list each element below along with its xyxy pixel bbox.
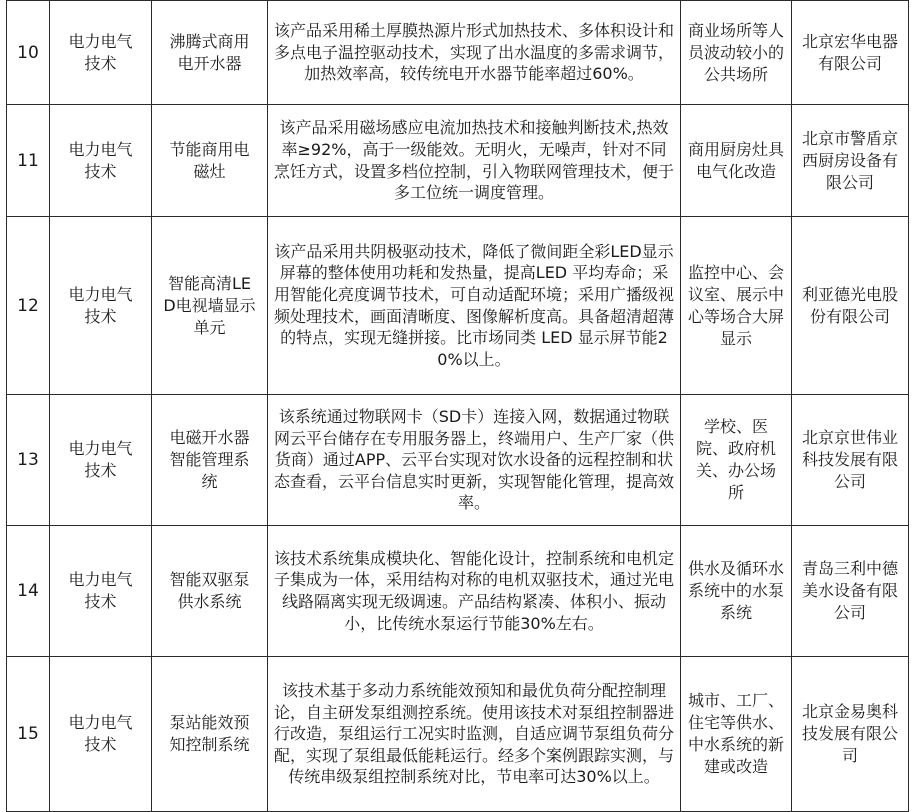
- category-cell: 电力电气技术: [50, 1, 152, 105]
- company-cell: 北京市警盾京西厨房设备有限公司: [792, 105, 909, 217]
- description-cell: 该产品采用稀土厚膜热源片形式加热技术、多体积设计和多点电子温控驱动技术，实现了出水温度的多需求调节，加热效率高，较传统电开水器节能率超过60%。: [268, 1, 681, 105]
- technology-table: [6, 0, 909, 812]
- company-cell: 利亚德光电股份有限公司: [792, 217, 909, 395]
- category-cell: 电力电气技术: [50, 526, 152, 657]
- row-number: 10: [7, 1, 50, 105]
- category-cell: 电力电气技术: [50, 105, 152, 217]
- scope-cell: 商用厨房灶具电气化改造: [681, 105, 792, 217]
- product-name-cell: 智能双驱泵供水系统: [152, 526, 268, 657]
- category-cell: 电力电气技术: [50, 657, 152, 812]
- scope-cell: 监控中心、会议室、展示中心等场合大屏显示: [681, 217, 792, 395]
- description-cell: 该技术基于多动力系统能效预知和最优负荷分配控制理论，自主研发泵组测控系统。使用该技术对泵组控制器进行改造，泵组运行工况实时监测，自适应调节泵组负荷分配，实现了泵组最低能耗运行。经多个案例跟踪实测，与传统串级泵组控制系统对比，节电率可达30%以上。: [268, 657, 681, 812]
- table-row: [7, 105, 909, 217]
- description-cell: 该技术系统集成模块化、智能化设计，控制系统和电机定子集成为一体，采用结构对称的电机双驱技术，通过光电线路隔离实现无级调速。产品结构紧凑、体积小、振动小，比传统水泵运行节能30%左右。: [268, 526, 681, 657]
- scope-cell: 供水及循环水系统中的水泵系统: [681, 526, 792, 657]
- product-name-cell: 泵站能效预知控制系统: [152, 657, 268, 812]
- scope-cell: 城市、工厂、住宅等供水、中水系统的新建或改造: [681, 657, 792, 812]
- table-row: [7, 657, 909, 812]
- product-name-cell: 沸腾式商用电开水器: [152, 1, 268, 105]
- row-number: 15: [7, 657, 50, 812]
- table-row: [7, 395, 909, 526]
- table-row: [7, 217, 909, 395]
- scope-cell: 学校、医院、政府机关、办公场所: [681, 395, 792, 526]
- category-cell: 电力电气技术: [50, 395, 152, 526]
- product-name-cell: 智能高清LED电视墙显示单元: [152, 217, 268, 395]
- scope-cell: 商业场所等人员波动较小的公共场所: [681, 1, 792, 105]
- row-number: 13: [7, 395, 50, 526]
- company-cell: 青岛三利中德美水设备有限公司: [792, 526, 909, 657]
- company-cell: 北京金易奥科技发展有限公司: [792, 657, 909, 812]
- category-cell: 电力电气技术: [50, 217, 152, 395]
- row-number: 11: [7, 105, 50, 217]
- description-cell: 该产品采用共阴极驱动技术，降低了微间距全彩LED显示屏幕的整体使用功耗和发热量，提高LED 平均寿命；采用智能化亮度调节技术，可自动适配环境；采用广播级视频处理技术，画面清晰度、图像解析度高。具备超清超薄的特点，实现无缝拼接。比市场同类 LED 显示屏节能20%以上。: [268, 217, 681, 395]
- description-cell: 该系统通过物联网卡（SD卡）连接入网，数据通过物联网云平台储存在专用服务器上，终端用户、生产厂家（供货商）通过APP、云平台实现对饮水设备的远程控制和状态查看，云平台信息实时更新，实现智能化管理，提高效率。: [268, 395, 681, 526]
- description-cell: 该产品采用磁场感应电流加热技术和接触判断技术,热效率≥92%，高于一级能效。无明火，无噪声，针对不同烹饪方式，设置多档位控制，引入物联网管理技术，便于多工位统一调度管理。: [268, 105, 681, 217]
- table-row: [7, 526, 909, 657]
- product-name-cell: 电磁开水器智能管理系统: [152, 395, 268, 526]
- product-name-cell: 节能商用电磁灶: [152, 105, 268, 217]
- table-row: [7, 1, 909, 105]
- company-cell: 北京京世伟业科技发展有限公司: [792, 395, 909, 526]
- row-number: 14: [7, 526, 50, 657]
- company-cell: 北京宏华电器有限公司: [792, 1, 909, 105]
- row-number: 12: [7, 217, 50, 395]
